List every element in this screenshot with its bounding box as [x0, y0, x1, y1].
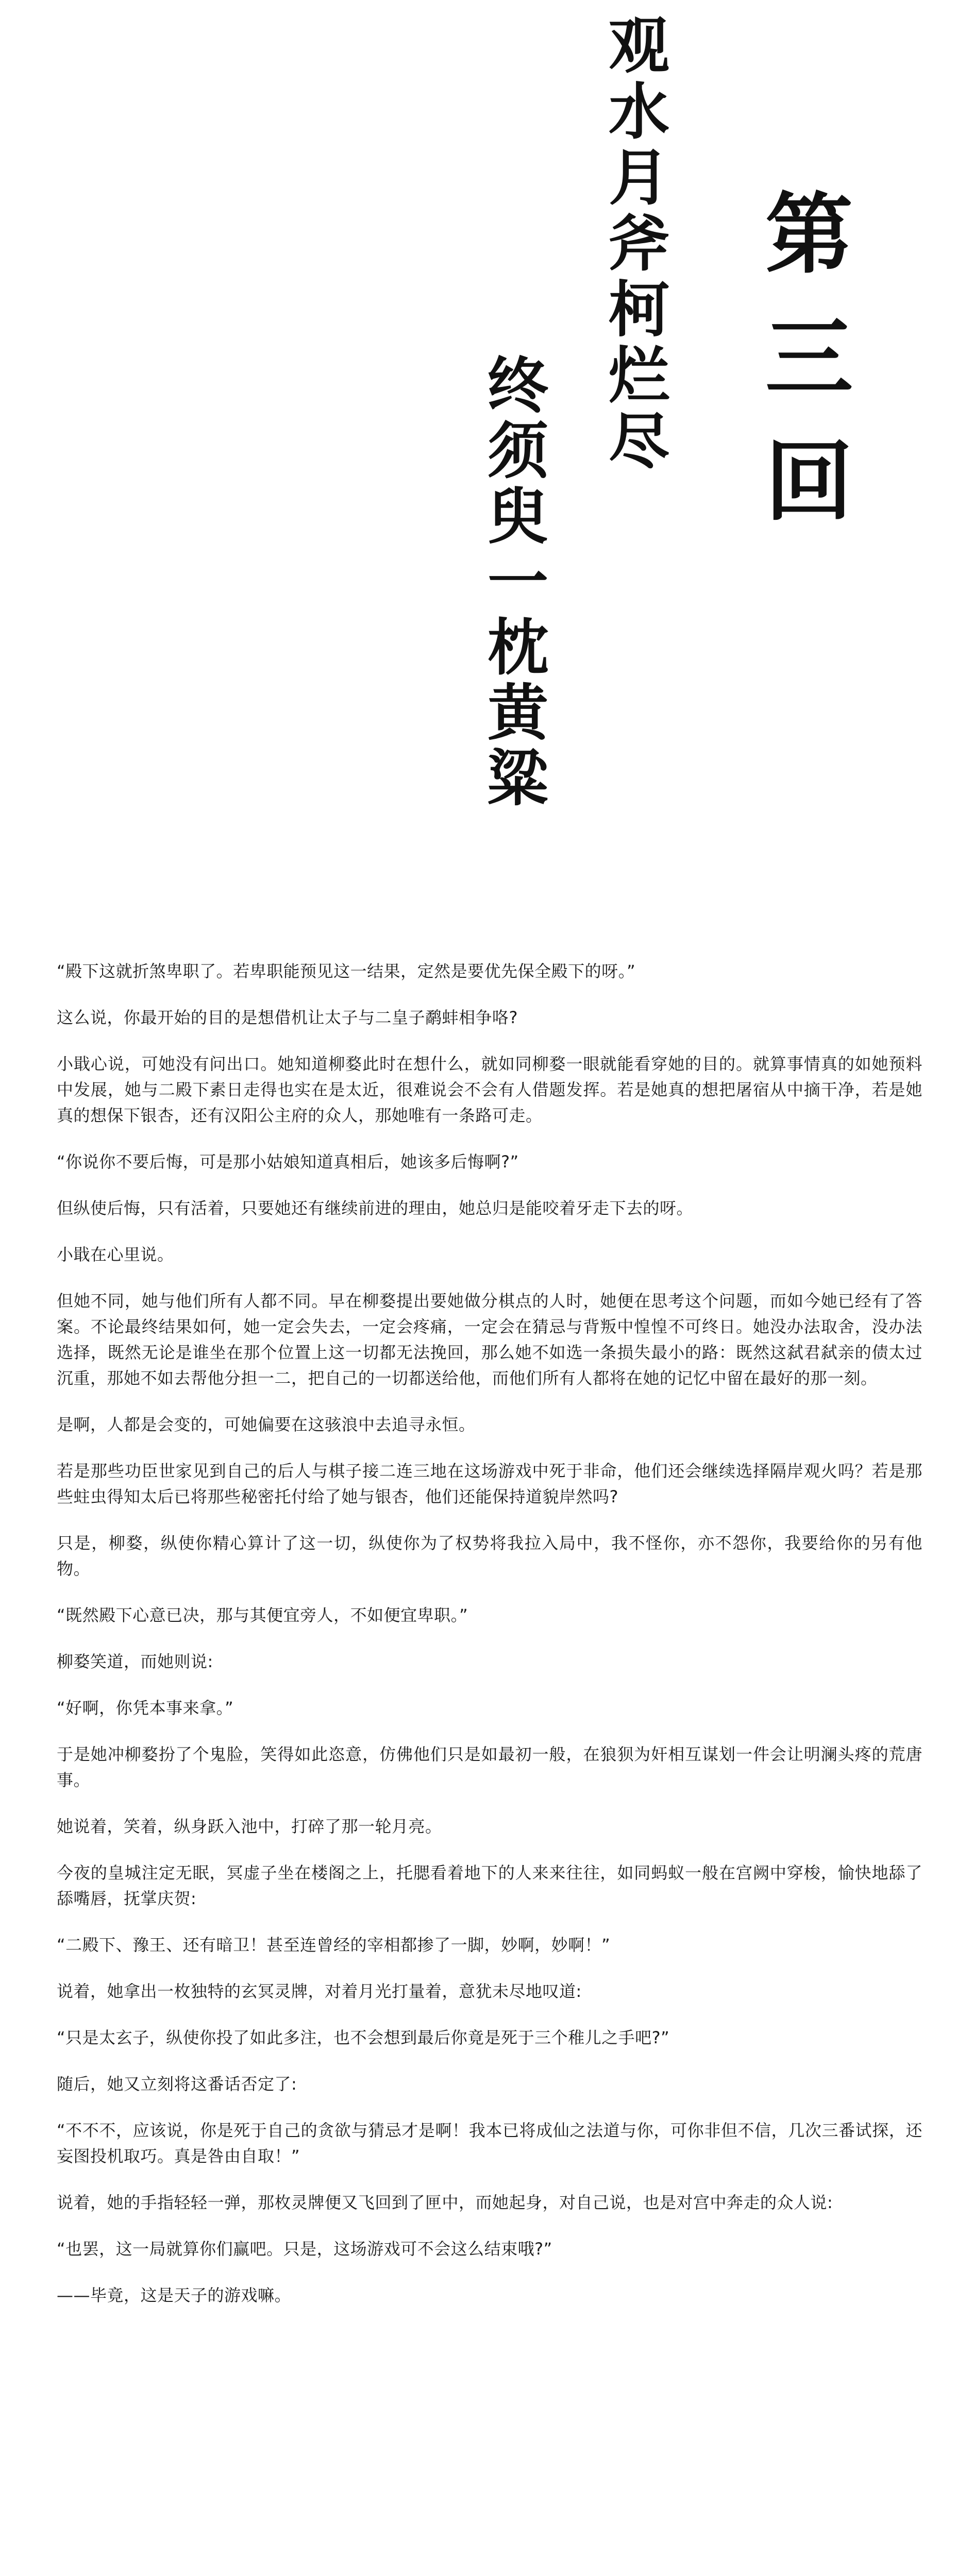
title-char: 黄 [487, 677, 548, 749]
paragraph: “好啊，你凭本事来拿。” [57, 1698, 234, 1718]
chapter-heading-char: 回 [765, 430, 853, 533]
chapter-title-line-2 [474, 350, 562, 814]
title-char: 观 [608, 10, 669, 81]
paragraph: 随后，她又立刻将这番话否定了: [57, 2074, 297, 2094]
title-char: 水 [608, 76, 669, 147]
paragraph: 但纵使后悔，只有活着，只要她还有继续前进的理由，她总归是能咬着牙走下去的呀。 [57, 1198, 694, 1218]
title-char: 臾 [487, 481, 548, 552]
paragraph: 小戢心说，可她没有问出口。她知道柳婺此时在想什么，就如同柳婺一眼就能看穿她的目的。就算事情真的如她预料中发展，她与二殿下素日走得也实在是太近，很难说会不会有人借题发挥。若是她真的想把屠宿从中摘干净，若是她真的想保下银杏，还有汉阳公主府的众人，那她唯有一条路可走。 [57, 1054, 922, 1125]
paragraph: “不不不，应该说，你是死于自己的贪欲与猜忌才是啊！我本已将成仙之法道与你，可你非但不信，几次三番试探，还妄图投机取巧。真是咎由自取！” [57, 2121, 922, 2166]
paragraph: 但她不同，她与他们所有人都不同。早在柳婺提出要她做分棋点的人时，她便在思考这个问题，而如今她已经有了答案。不论最终结果如何，她一定会失去，一定会疼痛，一定会在猜忌与背叛中惶惶不可终日。她没办法取舍，没办法选择，既然无论是谁坐在那个位置上这一切都无法挽回，那么她不如选一条损失最小的路：既然这弑君弑亲的债太过沉重，那她不如去帮他分担一二，把自己的一切都送给他，而他们所有人都将在她的记忆中留在最好的那一刻。 [57, 1291, 922, 1388]
paragraph: “你说你不要后悔，可是那小姑娘知道真相后，她该多后悔啊?” [57, 1152, 519, 1172]
chapter-heading-char: 三 [765, 307, 853, 410]
paragraph: “二殿下、豫王、还有暗卫！甚至连曾经的宰相都掺了一脚，妙啊，妙啊！” [57, 1935, 611, 1955]
chapter-title-line-1 [595, 10, 683, 477]
title-char: 终 [487, 350, 548, 421]
chapter-heading-char: 第 [765, 183, 853, 286]
paragraph: “殿下这就折煞卑职了。若卑职能预见这一结果，定然是要优先保全殿下的呀。” [57, 961, 636, 981]
paragraph: “只是太玄子，纵使你投了如此多注，也不会想到最后你竟是死于三个稚儿之手吧?” [57, 2028, 670, 2047]
paragraph: ——毕竟，这是天子的游戏嘛。 [57, 2285, 292, 2305]
title-char: 尽 [608, 405, 669, 477]
title-char: 斧 [608, 208, 669, 279]
title-char: 须 [487, 415, 548, 487]
paragraph: 说着，她的手指轻轻一弹，那枚灵牌便又飞回到了匣中，而她起身，对自己说，也是对宫中奔走的众人说: [57, 2193, 833, 2212]
title-char: 粱 [487, 742, 548, 814]
paragraph: 说着，她拿出一枚独特的玄冥灵牌，对着月光打量着，意犹未尽地叹道: [57, 1981, 582, 2001]
title-char: 烂 [608, 340, 669, 411]
paragraph: 是啊，人都是会变的，可她偏要在这骇浪中去追寻永恒。 [57, 1415, 476, 1434]
paragraph: “既然殿下心意已决，那与其便宜旁人，不如便宜卑职。” [57, 1605, 468, 1625]
title-char: 枕 [487, 612, 548, 683]
title-char: 一 [487, 546, 548, 618]
paragraph: 今夜的皇城注定无眠，冥虚子坐在楼阁之上，托腮看着地下的人来来往往，如同蚂蚁一般在宫阙中穿梭，愉快地舔了舔嘴唇，抚掌庆贺: [57, 1863, 922, 1908]
paragraph: 若是那些功臣世家见到自己的后人与棋子接二连三地在这场游戏中死于非命，他们还会继续选择隔岸观火吗？若是那些蛀虫得知太后已将那些秘密托付给了她与银杏，他们还能保持道貌岸然吗? [57, 1461, 922, 1506]
paragraph: 于是她冲柳婺扮了个鬼脸，笑得如此恣意，仿佛他们只是如最初一般，在狼狈为奸相互谋划一件会让明澜头疼的荒唐事。 [57, 1744, 922, 1790]
paragraph: “也罢，这一局就算你们赢吧。只是，这场游戏可不会这么结束哦?” [57, 2239, 552, 2259]
chapter-body [57, 958, 922, 2329]
chapter-heading [758, 183, 861, 562]
title-char: 月 [608, 142, 669, 213]
title-char: 柯 [608, 274, 669, 345]
paragraph: 她说着，笑着，纵身跃入池中，打碎了那一轮月亮。 [57, 1817, 442, 1836]
paragraph: 小戢在心里说。 [57, 1245, 174, 1264]
paragraph: 柳婺笑道，而她则说: [57, 1652, 213, 1671]
paragraph: 这么说，你最开始的目的是想借机让太子与二皇子鹬蚌相争咯? [57, 1008, 518, 1027]
paragraph: 只是，柳婺，纵使你精心算计了这一切，纵使你为了权势将我拉入局中，我不怪你，亦不怨你，我要给你的另有他物。 [57, 1533, 922, 1579]
